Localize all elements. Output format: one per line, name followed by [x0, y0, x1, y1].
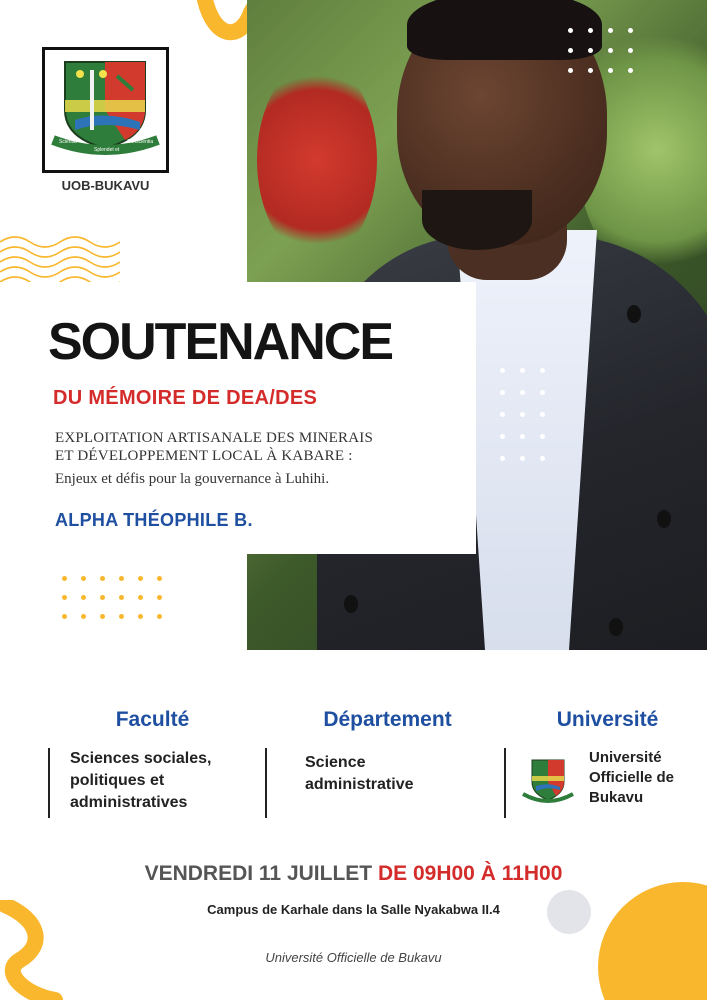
- event-date: VENDREDI 11 JUILLET: [144, 862, 373, 885]
- thesis-subtitle: Enjeux et défis pour la gouvernance à Luhihi.: [55, 471, 330, 487]
- faculty-heading: Faculté: [115, 708, 190, 731]
- department-text: Science administrative: [305, 754, 414, 793]
- divider-faculty: [48, 748, 50, 818]
- event-time: DE 09H00 À 11H00: [377, 862, 563, 885]
- divider-department: [265, 748, 267, 818]
- dot-pattern-top-right: [568, 28, 648, 88]
- event-location: Campus de Karhale dans la Salle Nyakabwa II.4: [207, 902, 500, 917]
- org-short-name: UOB-BUKAVU: [61, 178, 150, 193]
- university-logo: [42, 47, 169, 173]
- svg-text:Splendet et: Splendet et: [94, 147, 120, 153]
- divider-university: [504, 748, 506, 818]
- svg-text:Conscientia: Conscientia: [127, 139, 154, 145]
- faculty-text: Sciences sociales, politiques et administratives: [70, 750, 212, 811]
- university-text: Université Officielle de Bukavu: [589, 749, 675, 806]
- author-name: ALPHA THÉOPHILE B.: [55, 510, 253, 530]
- department-heading: Département: [323, 708, 452, 731]
- university-small-logo: [520, 756, 576, 808]
- crest-icon: [45, 50, 166, 170]
- university-heading: Université: [556, 708, 659, 731]
- dot-pattern-middle: [500, 368, 560, 478]
- thesis-title-line-1: EXPLOITATION ARTISANALE DES MINERAIS: [55, 430, 374, 446]
- event-date-time: [0, 862, 707, 886]
- yellow-circle-bottom-right: [598, 882, 707, 1000]
- event-subtitle: DU MÉMOIRE DE DEA/DES: [53, 387, 318, 409]
- event-title: SOUTENANCE: [48, 313, 393, 371]
- yellow-dot-pattern: [62, 576, 176, 633]
- svg-text:Scientia: Scientia: [59, 139, 77, 145]
- footer-text: Université Officielle de Bukavu: [265, 950, 442, 965]
- thesis-title-line-2: ET DÉVELOPPEMENT LOCAL À KABARE :: [55, 448, 353, 464]
